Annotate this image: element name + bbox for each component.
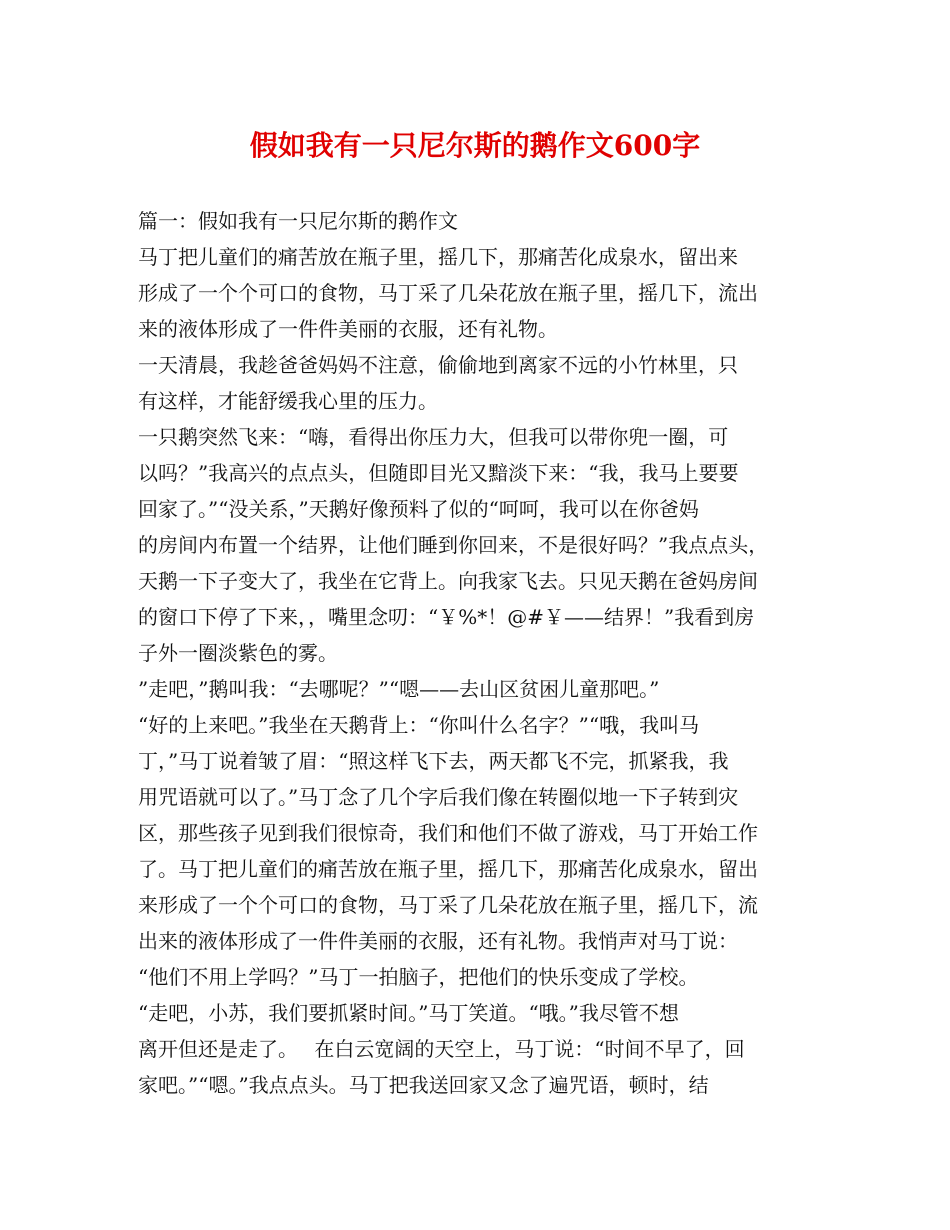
text-line: 来形成了一个个可口的食物，马丁采了几朵花放在瓶子里，摇几下，流 — [138, 893, 758, 917]
text-line: 形成了一个个可口的食物，马丁采了几朵花放在瓶子里，摇几下，流出 — [138, 281, 758, 305]
text-line: 的窗口下停了下来，，嘴里念叨：“￥%*！@#￥——结界！”我看到房 — [138, 605, 755, 629]
text-line: 出来的液体形成了一件件美丽的衣服，还有礼物。我悄声对马丁说： — [138, 929, 738, 953]
text-line: 有这样，才能舒缓我心里的压力。 — [138, 389, 438, 413]
document-body — [138, 203, 818, 1103]
text-line: 一只鹅突然飞来：“嗨，看得出你压力大，但我可以带你兜一圈，可 — [138, 425, 729, 449]
text-line: 了。马丁把儿童们的痛苦放在瓶子里，摇几下，那痛苦化成泉水，留出 — [138, 857, 758, 881]
text-line: 区，那些孩子见到我们很惊奇，我们和他们不做了游戏，马丁开始工作 — [138, 821, 758, 845]
text-line: 丁，”马丁说着皱了眉：“照这样飞下去，两天都飞不完，抓紧我，我 — [138, 749, 729, 773]
text-line: 用咒语就可以了。”马丁念了几个字后我们像在转圈似地一下子转到灾 — [138, 785, 739, 809]
text-line: 家吧。”“嗯。”我点点头。马丁把我送回家又念了遍咒语，顿时，结 — [138, 1073, 709, 1097]
text-line: 一天清晨，我趁爸爸妈妈不注意，偷偷地到离家不远的小竹林里，只 — [138, 353, 738, 377]
document-title: 假如我有一只尼尔斯的鹅作文600字 — [249, 129, 701, 162]
text-line: 回家了。”“没关系，”天鹅好像预料了似的“呵呵，我可以在你爸妈 — [138, 497, 699, 521]
text-line: 篇一：假如我有一只尼尔斯的鹅作文 — [138, 209, 458, 233]
text-line: 的房间内布置一个结界，让他们睡到你回来，不是很好吗？”我点点头， — [138, 533, 769, 557]
text-line: “走吧，小苏，我们要抓紧时间。”马丁笑道。“哦。”我尽管不想 — [138, 1001, 679, 1025]
text-line: 来的液体形成了一件件美丽的衣服，还有礼物。 — [138, 317, 558, 341]
text-line: 子外一圈淡紫色的雾。 — [138, 641, 338, 665]
text-line: 离开但还是走了。 在白云宽阔的天空上，马丁说：“时间不早了，回 — [138, 1037, 745, 1061]
text-line: “他们不用上学吗？”马丁一拍脑子，把他们的快乐变成了学校。 — [138, 965, 699, 989]
text-line: 马丁把儿童们的痛苦放在瓶子里，摇几下，那痛苦化成泉水，留出来 — [138, 245, 738, 269]
text-line: 天鹅一下子变大了，我坐在它背上。向我家飞去。只见天鹅在爸妈房间 — [138, 569, 758, 593]
text-line: “好的上来吧。”我坐在天鹅背上：“你叫什么名字？”“哦，我叫马 — [138, 713, 700, 737]
text-line: 以吗？”我高兴的点点头，但随即目光又黯淡下来：“我，我马上要要 — [138, 461, 739, 485]
text-line: ”走吧，”鹅叫我：“去哪呢？”“嗯——去山区贫困儿童那吧。” — [138, 677, 660, 701]
